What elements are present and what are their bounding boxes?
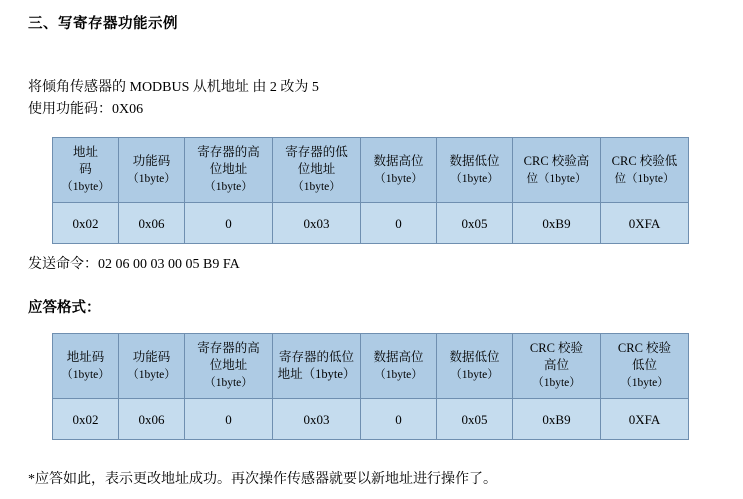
header-line-2: 高位 <box>543 358 569 372</box>
header-line-1: 地址码 <box>66 349 105 364</box>
table-cell: 0XFA <box>601 399 689 440</box>
table-header-cell <box>601 334 689 399</box>
header-line-2: 码 <box>79 162 92 176</box>
table-cell: 0x05 <box>437 203 513 244</box>
table-header-cell <box>273 334 361 399</box>
table-header-cell <box>185 334 273 399</box>
header-line-1: 功能码 <box>132 349 171 364</box>
header-line-2: （1byte） <box>127 368 176 381</box>
header-line-2: 低位 <box>631 358 657 372</box>
table-header-cell <box>437 138 513 203</box>
header-line-2: （1byte） <box>450 368 499 381</box>
table-header-cell <box>513 138 601 203</box>
header-line-1: CRC 校验高 <box>523 153 590 168</box>
header-line-1: CRC 校验低 <box>611 153 678 168</box>
header-line-2: 地址（1byte） <box>277 367 356 381</box>
table-header-row <box>53 138 689 203</box>
table-header-cell <box>119 334 185 399</box>
table-header-cell <box>437 334 513 399</box>
intro-line-2: 使用功能码：0X06 <box>28 102 144 117</box>
header-line-3: （1byte） <box>204 181 253 193</box>
table-header-cell <box>53 334 119 399</box>
page-title: 三、写寄存器功能示例 <box>28 16 178 32</box>
table-header-cell <box>601 138 689 203</box>
header-line-1: 数据高位 <box>373 349 424 364</box>
header-line-3: （1byte） <box>620 377 669 389</box>
header-line-2: （1byte） <box>450 172 499 185</box>
header-line-1: 功能码 <box>132 153 171 168</box>
table-header-cell <box>273 138 361 203</box>
table-cell: 0x03 <box>273 399 361 440</box>
header-line-1: 寄存器的低位 <box>278 350 354 364</box>
header-line-1: 寄存器的高 <box>197 145 260 159</box>
table-header-cell <box>361 138 437 203</box>
header-line-2: 位地址 <box>209 162 248 176</box>
table-cell: 0 <box>185 203 273 244</box>
table-cell: 0x02 <box>53 399 119 440</box>
header-line-3: （1byte） <box>61 181 110 193</box>
header-line-2: 位（1byte） <box>614 172 675 185</box>
table-cell: 0x02 <box>53 203 119 244</box>
header-line-3: （1byte） <box>292 181 341 193</box>
header-line-1: 寄存器的高 <box>197 341 260 355</box>
header-line-2: 位地址 <box>209 358 248 372</box>
header-line-1: 数据低位 <box>449 349 500 364</box>
table-cell: 0xB9 <box>513 399 601 440</box>
header-line-1: 数据高位 <box>373 153 424 168</box>
table-value-row <box>53 203 689 244</box>
table-header-cell <box>119 138 185 203</box>
header-line-1: CRC 校验 <box>529 341 584 355</box>
table-cell: 0x03 <box>273 203 361 244</box>
header-line-2: 位（1byte） <box>526 172 587 185</box>
header-line-1: 地址 <box>72 145 98 159</box>
table-cell: 0x06 <box>119 203 185 244</box>
header-line-3: （1byte） <box>532 377 581 389</box>
table-header-row <box>53 334 689 399</box>
intro-line-1: 将倾角传感器的 MODBUS 从机地址 由 2 改为 5 <box>28 80 319 95</box>
header-line-2: （1byte） <box>374 368 423 381</box>
table-cell: 0XFA <box>601 203 689 244</box>
table-header-cell <box>185 138 273 203</box>
header-line-1: 寄存器的低 <box>285 145 348 159</box>
document-page <box>0 12 743 499</box>
table-cell: 0 <box>185 399 273 440</box>
header-line-3: （1byte） <box>204 377 253 389</box>
table-cell: 0x06 <box>119 399 185 440</box>
header-line-2: （1byte） <box>374 172 423 185</box>
table-header-cell <box>513 334 601 399</box>
table-value-row <box>53 399 689 440</box>
header-line-2: （1byte） <box>61 368 110 381</box>
table-cell: 0 <box>361 203 437 244</box>
reply-format-table <box>52 333 689 440</box>
header-line-1: CRC 校验 <box>617 341 672 355</box>
table-cell: 0xB9 <box>513 203 601 244</box>
send-command-table <box>52 137 689 244</box>
header-line-2: 位地址 <box>297 162 336 176</box>
header-line-1: 数据低位 <box>449 153 500 168</box>
header-line-2: （1byte） <box>127 172 176 185</box>
footnote-text: *应答如此，表示更改地址成功。再次操作传感器就要以新地址进行操作了。 <box>28 472 497 487</box>
table-cell: 0x05 <box>437 399 513 440</box>
table-header-cell <box>53 138 119 203</box>
table-cell: 0 <box>361 399 437 440</box>
send-command-text: 发送命令：02 06 00 03 00 05 B9 FA <box>28 257 240 272</box>
reply-format-heading: 应答格式： <box>28 300 101 316</box>
table-header-cell <box>361 334 437 399</box>
